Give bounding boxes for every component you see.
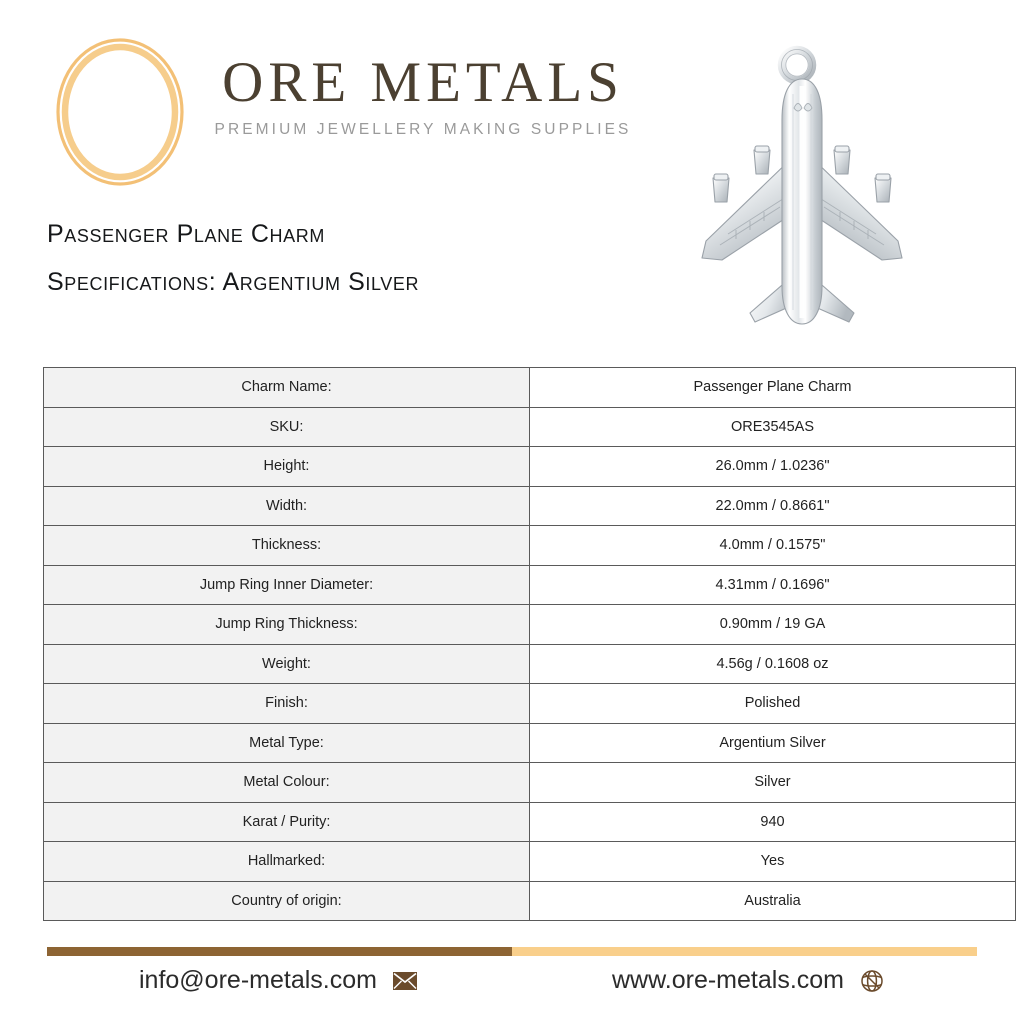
specifications-table xyxy=(43,367,1016,921)
row-value: 26.0mm / 1.0236" xyxy=(530,447,1016,487)
brand-tagline: PREMIUM JEWELLERY MAKING SUPPLIES xyxy=(214,121,632,139)
table-row xyxy=(44,407,1016,447)
row-label: Jump Ring Inner Diameter: xyxy=(44,565,530,605)
table-row xyxy=(44,447,1016,487)
table-row xyxy=(44,881,1016,921)
row-label: Metal Colour: xyxy=(44,763,530,803)
table-row xyxy=(44,842,1016,882)
row-value: Passenger Plane Charm xyxy=(530,368,1016,408)
row-value: Polished xyxy=(530,684,1016,724)
footer-bar-left-segment xyxy=(47,947,512,956)
brand-logo xyxy=(48,34,648,179)
brand-name: ORE METALS xyxy=(222,51,624,114)
row-label: Thickness: xyxy=(44,526,530,566)
row-value: 0.90mm / 19 GA xyxy=(530,605,1016,645)
page-subtitle: Specifications: Argentium Silver xyxy=(47,268,420,296)
table-row xyxy=(44,605,1016,645)
document-titles xyxy=(47,222,647,295)
envelope-icon xyxy=(393,972,417,990)
passenger-plane-charm-image xyxy=(676,34,946,344)
row-label: Karat / Purity: xyxy=(44,802,530,842)
table-row xyxy=(44,802,1016,842)
globe-icon xyxy=(860,969,884,993)
row-value: Yes xyxy=(530,842,1016,882)
table-row xyxy=(44,526,1016,566)
table-row xyxy=(44,368,1016,408)
footer xyxy=(0,940,1024,1024)
row-value: Australia xyxy=(530,881,1016,921)
table-body xyxy=(44,368,1016,921)
footer-bar-right-segment xyxy=(512,947,977,956)
footer-website-link[interactable] xyxy=(612,966,884,995)
footer-contacts xyxy=(47,962,977,1012)
row-value: ORE3545AS xyxy=(530,407,1016,447)
row-label: Hallmarked: xyxy=(44,842,530,882)
table-row xyxy=(44,763,1016,803)
row-value: Silver xyxy=(530,763,1016,803)
row-label: Metal Type: xyxy=(44,723,530,763)
row-label: Country of origin: xyxy=(44,881,530,921)
table-row xyxy=(44,723,1016,763)
footer-website-text: www.ore-metals.com xyxy=(612,966,844,994)
row-label: Weight: xyxy=(44,644,530,684)
row-label: Height: xyxy=(44,447,530,487)
row-label: Width: xyxy=(44,486,530,526)
table-row xyxy=(44,644,1016,684)
row-label: Finish: xyxy=(44,684,530,724)
footer-divider-bar xyxy=(47,947,977,956)
table-row xyxy=(44,684,1016,724)
row-value: 4.0mm / 0.1575" xyxy=(530,526,1016,566)
row-label: SKU: xyxy=(44,407,530,447)
brand-wordmark xyxy=(198,51,648,139)
row-value: 940 xyxy=(530,802,1016,842)
row-value: 4.56g / 0.1608 oz xyxy=(530,644,1016,684)
row-value: 22.0mm / 0.8661" xyxy=(530,486,1016,526)
row-value: Argentium Silver xyxy=(530,723,1016,763)
row-label: Jump Ring Thickness: xyxy=(44,605,530,645)
header xyxy=(0,0,1024,355)
footer-email-text: info@ore-metals.com xyxy=(139,966,377,994)
table-row xyxy=(44,486,1016,526)
footer-email-link[interactable] xyxy=(139,966,417,995)
logo-ring-icon xyxy=(54,36,186,188)
row-value: 4.31mm / 0.1696" xyxy=(530,565,1016,605)
table-row xyxy=(44,565,1016,605)
page-title: Passenger Plane Charm xyxy=(47,220,325,248)
row-label: Charm Name: xyxy=(44,368,530,408)
